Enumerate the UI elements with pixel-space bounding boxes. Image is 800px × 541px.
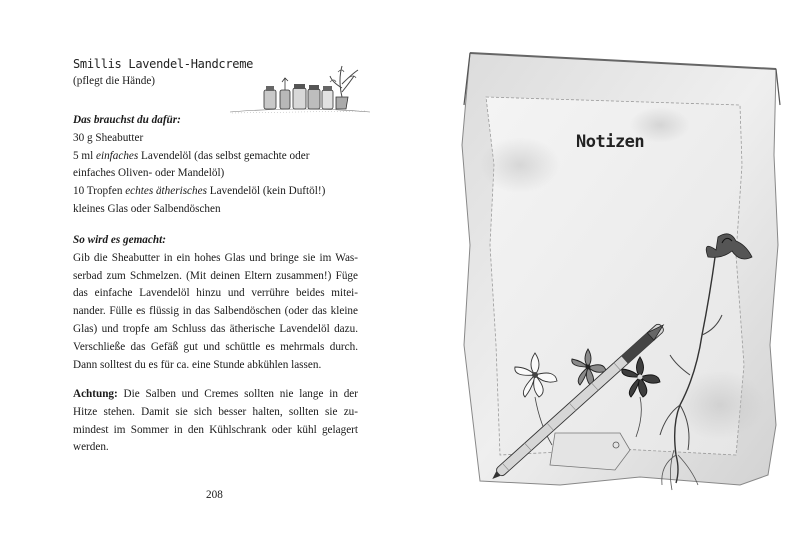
ingredients-heading: Das brauchst du dafür: <box>73 114 181 126</box>
page-number: 208 <box>206 489 223 501</box>
recipe-title: Smillis Lavendel-Handcreme <box>73 57 254 71</box>
ingredient-line: einfaches Oliven- oder Mandelöl) <box>73 167 225 180</box>
ingredient-line: 5 ml einfaches Lavendelöl (das selbst gemachte oder <box>73 149 310 162</box>
notes-title: Notizen <box>576 132 645 152</box>
notepaper-illustration <box>440 45 790 495</box>
method-text: Gib die Sheabutter in ein hohes Glas und bringe sie im Was- serbad zum Schmelzen. (Mit deinen Eltern zusammen!) Füge das einfache Lavendelöl hinzu und verrühre beides mitei- nander. Fülle es flüssig in das Salbendöschen (oder das kleine Glas) und tropfe am Schluss das ätherische Lavendelöl dazu. Verschließe das Gefäß gut und schüttle es mehrmals durch. Dann solltest du es für ca. eine Stunde abkühlen lassen. <box>73 251 358 371</box>
warning-note <box>73 386 358 457</box>
jars-illustration <box>230 62 370 118</box>
ingredient-line: 10 Tropfen echtes ätherisches Lavendelöl (kein Duftöl!) <box>73 185 326 198</box>
method-section <box>73 232 358 374</box>
note-label: Achtung: <box>73 388 118 400</box>
ingredient-line: kleines Glas oder Salbendöschen <box>73 202 221 215</box>
recipe-subtitle: (pflegt die Hände) <box>73 75 156 87</box>
ingredient-line: 30 g Sheabutter <box>73 131 144 144</box>
method-heading: So wird es gemacht: <box>73 234 166 246</box>
right-page <box>400 0 800 541</box>
ingredients-section <box>73 112 358 219</box>
note-text: Achtung: Die Salben und Cremes sollten nie lange in der Hitze stehen. Damit sie sich besser halten, sollten sie zu- mindest im Sommer in den Kühlschrank oder kühl gelagert werden. <box>73 388 358 454</box>
